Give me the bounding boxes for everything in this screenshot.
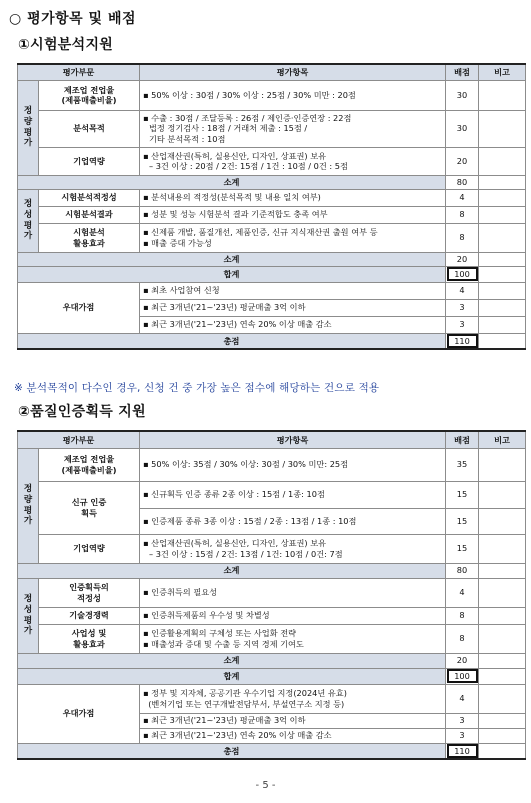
row-label: 기업역량 (39, 534, 140, 563)
bonus-score: 3 (446, 316, 479, 333)
row-items: ▪ 산업재산권(특허, 실용신안, 디자인, 상표권) 보유 – 3건 이상 : 15점 / 2건: 13점 / 1건: 10점 / 0건: 7점 (140, 534, 446, 563)
bonus-score: 3 (446, 713, 479, 728)
row-score: 8 (446, 206, 479, 223)
row-remark (479, 624, 526, 653)
sec2-title: ②품질인증획득 지원 (18, 404, 146, 420)
total-label: 합계 (18, 668, 446, 684)
page-number: - 5 - (255, 780, 276, 791)
row-score: 30 (446, 80, 479, 110)
qual-category: 정 성 평 가 (18, 189, 39, 252)
header-category: 평가부문 (18, 431, 140, 448)
bonus-score: 4 (446, 282, 479, 299)
row-score: 4 (446, 578, 479, 607)
qual-subtotal-label: 소계 (18, 653, 446, 668)
row-remark (479, 448, 526, 481)
row-remark (479, 80, 526, 110)
row-items: ▪ 50% 이상 : 30점 / 30% 이상 : 25점 / 30% 미만 : 20점 (140, 80, 446, 110)
row-remark (479, 607, 526, 624)
qual-subtotal: 20 (446, 653, 479, 668)
row-score: 15 (446, 534, 479, 563)
header-score: 배점 (446, 431, 479, 448)
row-items: ▪ 인증취득의 필요성 (140, 578, 446, 607)
quant-category: 정 량 평 가 (18, 448, 39, 563)
row-items: ▪ 인증제품 종류 3종 이상 : 15점 / 2종 : 13점 / 1종 : 10점 (140, 508, 446, 534)
row-remark (479, 147, 526, 175)
row-label: 시험분석결과 (39, 206, 140, 223)
row-score: 8 (446, 607, 479, 624)
row-remark (479, 534, 526, 563)
row-items: ▪ 성분 및 성능 시험분석 결과 기준적합도 충족 여부 (140, 206, 446, 223)
row-remark (479, 481, 526, 508)
qual-category: 정 성 평 가 (18, 578, 39, 653)
row-label: 인증획득의 적정성 (39, 578, 140, 607)
qual-subtotal: 20 (446, 252, 479, 266)
row-remark (479, 189, 526, 206)
row-remark (479, 206, 526, 223)
row-label: 시험분석적정성 (39, 189, 140, 206)
bonus-score: 3 (446, 728, 479, 743)
row-remark (479, 223, 526, 252)
quant-subtotal-label: 소계 (18, 175, 446, 189)
row-label: 시험분석 활용효과 (39, 223, 140, 252)
header-item: 평가항목 (140, 431, 446, 448)
row-label: 신규 인증 획득 (39, 481, 140, 534)
bonus-item: ▪ 최초 사업참여 신청 (140, 282, 446, 299)
row-label: 기술경쟁력 (39, 607, 140, 624)
row-label: 분석목적 (39, 110, 140, 147)
grand-total-label: 총점 (18, 333, 446, 349)
header-score: 배점 (446, 64, 479, 80)
bonus-item: ▪ 정부 및 지자체, 공공기관 우수기업 지정(2024년 유효) (벤처기업 또는 연구개발전담부서, 부설연구소 지정 등) (140, 684, 446, 713)
header-item: 평가항목 (140, 64, 446, 80)
quant-category: 정 량 평 가 (18, 80, 39, 175)
bonus-item: ▪ 최근 3개년('21~'23년) 연속 20% 이상 매출 감소 (140, 728, 446, 743)
bonus-item: ▪ 최근 3개년('21~'23년) 평균매출 3억 이하 (140, 713, 446, 728)
row-label: 제조업 전업율 (제품매출비율) (39, 80, 140, 110)
row-items: ▪ 산업재산권(특허, 실용신안, 디자인, 상표권) 보유 – 3건 이상 : 20점 / 2건: 15점 / 1건 : 10점 / 0건 : 5점 (140, 147, 446, 175)
row-remark (479, 110, 526, 147)
sec1-score-table (17, 63, 526, 350)
row-items: ▪ 분석내용의 적정성(분석목적 및 내용 일치 여부) (140, 189, 446, 206)
row-items: ▪ 인증활용계획의 구체성 또는 사업화 전략 ▪ 매출성과 증대 및 수출 등 지역 경제 기여도 (140, 624, 446, 653)
row-label: 기업역량 (39, 147, 140, 175)
row-label: 사업성 및 활용효과 (39, 624, 140, 653)
row-items: ▪ 신규획득 인증 종류 2종 이상 : 15점 / 1종: 10점 (140, 481, 446, 508)
header-remark: 비고 (479, 431, 526, 448)
row-score: 8 (446, 624, 479, 653)
bonus-score: 3 (446, 299, 479, 316)
grand-total: 110 (446, 333, 479, 349)
row-remark (479, 508, 526, 534)
qual-subtotal-label: 소계 (18, 252, 446, 266)
row-items: ▪ 50% 이상: 35점 / 30% 이상: 30점 / 30% 미만: 25점 (140, 448, 446, 481)
bonus-item: ▪ 최근 3개년('21~'23년) 평균매출 3억 이하 (140, 299, 446, 316)
bonus-label: 우대가점 (18, 282, 140, 333)
row-remark (479, 578, 526, 607)
row-score: 4 (446, 189, 479, 206)
quant-subtotal-label: 소계 (18, 563, 446, 578)
header-remark: 비고 (479, 64, 526, 80)
total-score: 100 (446, 668, 479, 684)
quant-subtotal: 80 (446, 175, 479, 189)
row-score: 15 (446, 508, 479, 534)
row-items: ▪ 인증취득제품의 우수성 및 차별성 (140, 607, 446, 624)
grand-total: 110 (446, 743, 479, 759)
quant-subtotal: 80 (446, 563, 479, 578)
grand-total-label: 총점 (18, 743, 446, 759)
total-score: 100 (446, 266, 479, 282)
row-score: 20 (446, 147, 479, 175)
footnote: ※ 분석목적이 다수인 경우, 신청 건 중 가장 높은 점수에 해당하는 건으로 적용 (14, 382, 380, 394)
bonus-score: 4 (446, 684, 479, 713)
sec1-title: ①시험분석지원 (18, 37, 114, 53)
section-heading: ○ 평가항목 및 배점 (9, 11, 137, 27)
row-items: ▪ 신제품 개발, 품질개선, 제품인증, 신규 지식재산권 출원 여부 등 ▪ 매출 증대 가능성 (140, 223, 446, 252)
row-score: 15 (446, 481, 479, 508)
bonus-item: ▪ 최근 3개년('21~'23년) 연속 20% 이상 매출 감소 (140, 316, 446, 333)
sec2-score-table (17, 430, 526, 760)
row-score: 30 (446, 110, 479, 147)
row-label: 제조업 전업율 (제품매출비율) (39, 448, 140, 481)
row-score: 35 (446, 448, 479, 481)
row-items: ▪ 수출 : 30점 / 조달등록 : 26점 / 제인증·인증연장 : 22점 법정 정기검사 : 18점 / 거래처 제출 : 15점 / 기타 분석목적 : 10점 (140, 110, 446, 147)
bonus-label: 우대가점 (18, 684, 140, 743)
header-category: 평가부문 (18, 64, 140, 80)
total-label: 합계 (18, 266, 446, 282)
row-score: 8 (446, 223, 479, 252)
